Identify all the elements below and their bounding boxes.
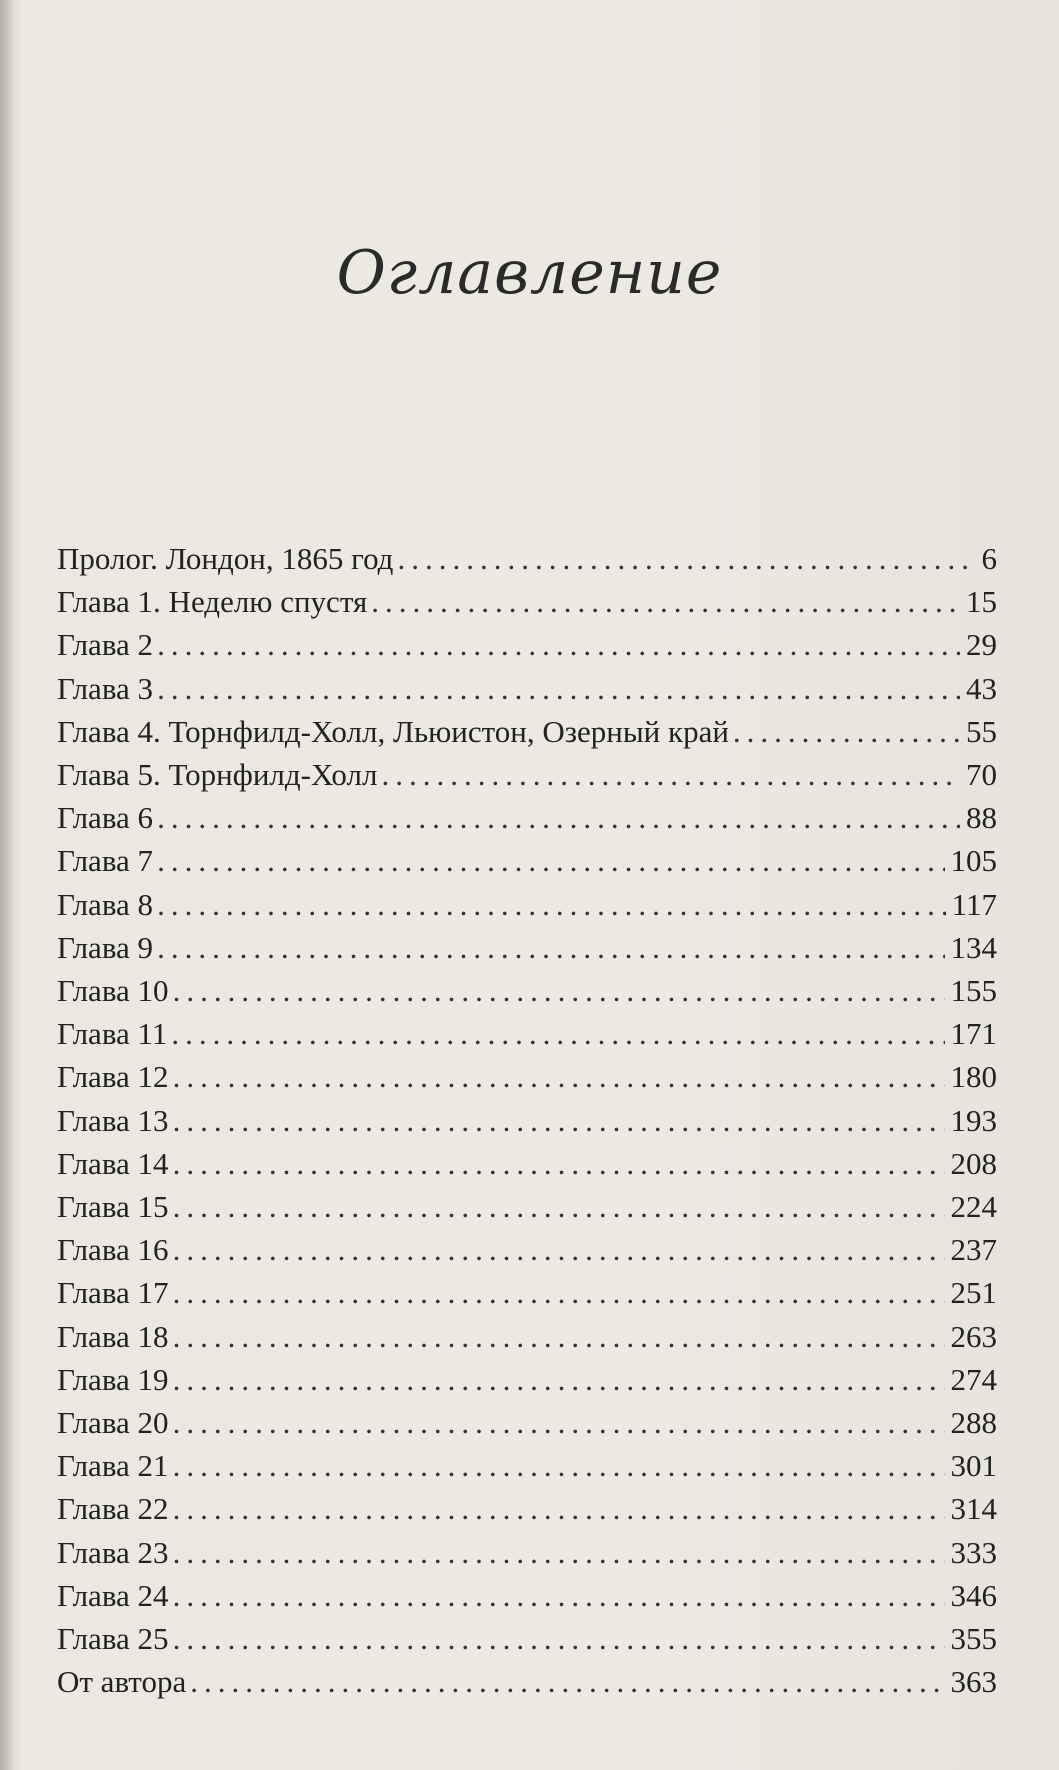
toc-entry	[57, 883, 997, 926]
toc-page-number: 55	[966, 713, 997, 749]
toc-entry	[57, 1099, 997, 1142]
toc-entry	[57, 839, 997, 882]
toc-entry	[57, 1228, 997, 1271]
toc-entry	[57, 1185, 997, 1228]
dot-leader	[157, 926, 944, 969]
toc-entry-title: Глава 8	[57, 886, 154, 922]
toc-page-number: 288	[950, 1405, 997, 1441]
toc-page-number: 88	[966, 800, 997, 836]
toc-page-number: 333	[950, 1534, 997, 1570]
table-of-contents	[57, 537, 997, 1703]
toc-entry-title: Глава 18	[57, 1318, 169, 1354]
toc-entry-title: Глава 12	[57, 1059, 169, 1095]
toc-page-number: 346	[950, 1577, 997, 1613]
dot-leader	[173, 1401, 945, 1444]
toc-page-number: 43	[966, 670, 997, 706]
toc-entry	[57, 1574, 997, 1617]
toc-entry-title: Глава 20	[57, 1405, 169, 1441]
toc-page-number: 355	[950, 1621, 997, 1657]
toc-entry	[57, 1271, 997, 1314]
toc-entry-title: Глава 4. Торнфилд-Холл, Льюистон, Озерный край	[57, 713, 729, 749]
dot-leader	[173, 1358, 945, 1401]
toc-entry	[57, 580, 997, 623]
toc-page-number: 29	[966, 627, 997, 663]
toc-entry	[57, 1444, 997, 1487]
toc-entry	[57, 1660, 997, 1703]
dot-leader	[173, 1271, 945, 1314]
dot-leader	[173, 1315, 945, 1358]
toc-entry	[57, 1358, 997, 1401]
toc-entry-title: От автора	[57, 1664, 187, 1700]
toc-page-number: 155	[950, 973, 997, 1009]
toc-entry-title: Глава 11	[57, 1016, 168, 1052]
toc-page-number: 251	[950, 1275, 997, 1311]
toc-page-number: 15	[966, 584, 997, 620]
dot-leader	[173, 969, 945, 1012]
dot-leader	[173, 1444, 945, 1487]
toc-page-number: 6	[981, 541, 997, 576]
dot-leader	[173, 1531, 945, 1574]
toc-entry	[57, 1487, 997, 1530]
toc-page-number: 117	[951, 886, 997, 922]
toc-page-number: 237	[950, 1232, 997, 1268]
dot-leader	[173, 1055, 945, 1098]
dot-leader	[157, 883, 946, 926]
toc-entry	[57, 796, 997, 839]
toc-entry-title: Глава 6	[57, 800, 154, 836]
toc-page-number: 301	[950, 1448, 997, 1484]
toc-entry	[57, 667, 997, 710]
toc-entry	[57, 969, 997, 1012]
dot-leader	[190, 1660, 944, 1703]
toc-entry-title: Глава 25	[57, 1621, 169, 1657]
dot-leader	[371, 580, 960, 623]
dot-leader	[173, 1487, 945, 1530]
toc-entry-title: Глава 15	[57, 1189, 169, 1225]
page-title: Оглавление	[336, 238, 723, 308]
toc-entry-title: Глава 5. Торнфилд-Холл	[57, 757, 378, 793]
toc-entry	[57, 926, 997, 969]
dot-leader	[381, 753, 960, 796]
toc-page-number: 193	[950, 1102, 997, 1138]
toc-entry	[57, 1315, 997, 1358]
toc-entry-title: Глава 9	[57, 929, 154, 965]
toc-entry-title: Глава 14	[57, 1145, 169, 1181]
toc-entry	[57, 1401, 997, 1444]
toc-entry-title: Глава 1. Неделю спустя	[57, 584, 368, 620]
toc-entry-title: Глава 22	[57, 1491, 169, 1527]
toc-page-number: 171	[950, 1016, 997, 1052]
toc-entry-title: Глава 7	[57, 843, 154, 879]
toc-entry-title: Глава 2	[57, 627, 154, 663]
dot-leader	[173, 1617, 945, 1660]
toc-entry-title: Пролог. Лондон, 1865 год	[57, 541, 394, 576]
dot-leader	[173, 1574, 945, 1617]
toc-entry-title: Глава 19	[57, 1361, 169, 1397]
toc-entry-title: Глава 23	[57, 1534, 169, 1570]
toc-entry	[57, 1012, 997, 1055]
dot-leader	[397, 537, 975, 580]
dot-leader	[171, 1012, 944, 1055]
dot-leader	[173, 1228, 945, 1271]
toc-entry-title: Глава 24	[57, 1577, 169, 1613]
toc-entry	[57, 537, 997, 580]
toc-entry-title: Глава 16	[57, 1232, 169, 1268]
dot-leader	[173, 1099, 945, 1142]
toc-page-number: 274	[950, 1361, 997, 1397]
toc-page-number: 180	[950, 1059, 997, 1095]
toc-entry	[57, 753, 997, 796]
toc-entry	[57, 1142, 997, 1185]
toc-page-number: 314	[950, 1491, 997, 1527]
toc-entry	[57, 1055, 997, 1098]
toc-page-number: 263	[950, 1318, 997, 1354]
dot-leader	[157, 623, 960, 666]
toc-entry-title: Глава 17	[57, 1275, 169, 1311]
toc-entry-title: Глава 13	[57, 1102, 169, 1138]
toc-entry	[57, 1531, 997, 1574]
toc-entry-title: Глава 3	[57, 670, 154, 706]
toc-page-number: 363	[950, 1664, 997, 1700]
toc-page-number: 70	[966, 757, 997, 793]
toc-entry-title: Глава 10	[57, 973, 169, 1009]
toc-entry	[57, 710, 997, 753]
toc-entry-title: Глава 21	[57, 1448, 169, 1484]
toc-entry	[57, 1617, 997, 1660]
toc-page-number: 105	[950, 843, 997, 879]
toc-page-number: 224	[950, 1189, 997, 1225]
dot-leader	[173, 1142, 945, 1185]
toc-page-number: 208	[950, 1145, 997, 1181]
dot-leader	[157, 667, 960, 710]
dot-leader	[733, 710, 960, 753]
dot-leader	[173, 1185, 945, 1228]
dot-leader	[157, 839, 944, 882]
toc-entry	[57, 623, 997, 666]
dot-leader	[157, 796, 960, 839]
toc-page-number: 134	[950, 929, 997, 965]
